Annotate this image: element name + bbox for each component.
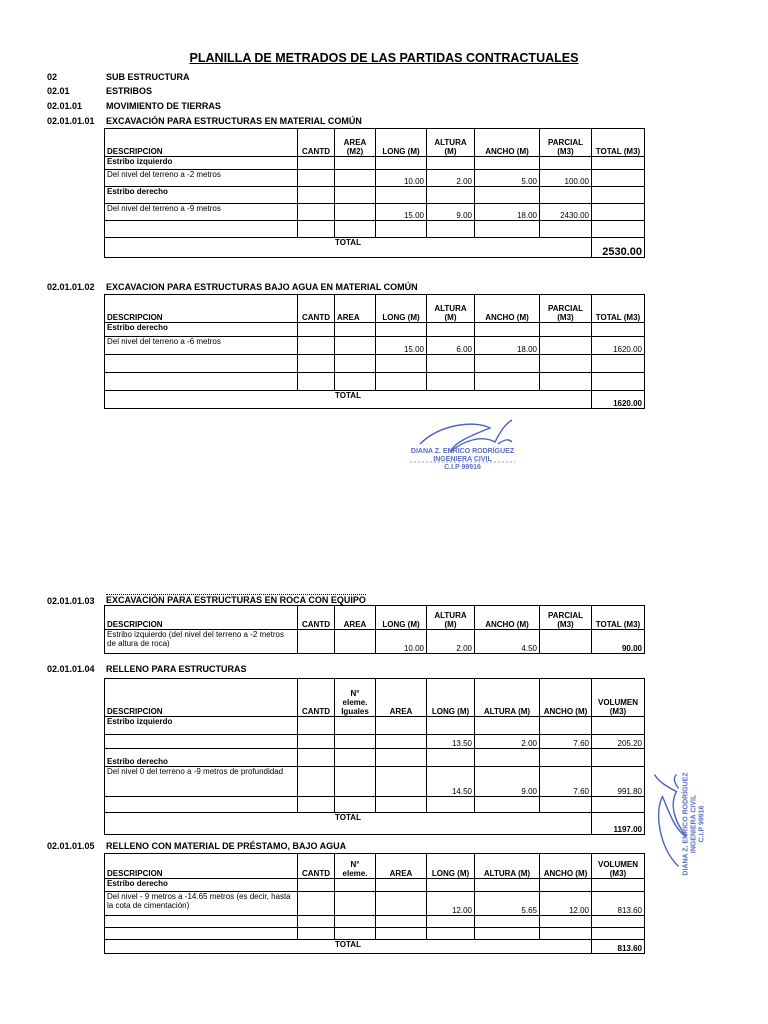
cell-long: 12.00 (427, 892, 475, 916)
signature-stamp-rotated (646, 762, 726, 887)
header-altura: ALTURA (M) (427, 295, 475, 323)
header-ancho: ANCHO (M) (540, 854, 592, 879)
section-label: EXCAVACIÓN PARA ESTRUCTURAS EN MATERIAL COMÚN (106, 116, 362, 126)
group-label: Estribo derecho (105, 749, 298, 767)
total-label: TOTAL (105, 813, 592, 835)
section-label: RELLENO PARA ESTRUCTURAS (106, 664, 247, 674)
total-value: 2530.00 (592, 238, 645, 258)
section-code: 02.01.01.05 (47, 841, 95, 851)
cell-volumen: 991.80 (592, 767, 645, 797)
group-label: Estribo derecho (105, 187, 298, 204)
cell-ancho: 7.60 (540, 735, 592, 749)
stamp-role: INGENIERA CIVIL (690, 794, 698, 854)
section-code: 02.01 (47, 86, 70, 96)
header-long: LONG (M) (376, 129, 427, 157)
section-label: MOVIMIENTO DE TIERRAS (106, 101, 221, 111)
row-desc: Del nivel 0 del terreno a -9 metros de profundidad (105, 767, 298, 797)
row-desc: Del nivel - 9 metros a -14.65 metros (es decir, hasta la cota de cimentación) (105, 892, 298, 916)
row-desc: Del nivel del terreno a -6 metros (105, 337, 298, 355)
header-ancho: ANCHO (M) (475, 606, 540, 630)
row-desc: Del nivel del terreno a -9 metros (105, 204, 298, 221)
header-area: AREA (335, 606, 376, 630)
header-total: TOTAL (M3) (592, 606, 645, 630)
section-code: 02.01.01.03 (47, 596, 95, 606)
header-volumen: VOLUMEN (M3) (592, 679, 645, 717)
cell-long: 10.00 (376, 170, 427, 187)
cell-ancho: 7.60 (540, 767, 592, 797)
header-altura: ALTURA (M) (475, 679, 540, 717)
header-total: TOTAL (M3) (592, 129, 645, 157)
stamp-name: DIANA Z. ENRICO RODRÍGUEZ (410, 448, 515, 455)
cell-parcial: 100.00 (540, 170, 592, 187)
header-long: LONG (M) (376, 606, 427, 630)
table-excavacion-comun (104, 128, 645, 258)
cell-parcial: 2430.00 (540, 204, 592, 221)
header-long: LONG (M) (427, 854, 475, 879)
cell-ancho: 18.00 (475, 204, 540, 221)
section-label: SUB ESTRUCTURA (106, 72, 190, 82)
group-label: Estribo derecho (105, 879, 298, 892)
header-descripcion: DESCRIPCION (105, 295, 298, 323)
group-label: Estribo derecho (105, 323, 298, 337)
header-long: LONG (M) (427, 679, 475, 717)
total-value: 813.60 (592, 940, 645, 954)
header-descripcion: DESCRIPCION (105, 679, 298, 717)
section-code: 02.01.01.01 (47, 116, 95, 126)
header-long: LONG (M) (376, 295, 427, 323)
total-label: TOTAL (105, 238, 592, 258)
section-label: ESTRIBOS (106, 86, 153, 96)
stamp-cip: C.I.P 99916 (444, 464, 481, 471)
cell-altura: 2.00 (475, 735, 540, 749)
signature-stamp (400, 412, 525, 482)
cell-volumen: 813.60 (592, 892, 645, 916)
cell-volumen: 205.20 (592, 735, 645, 749)
header-total: TOTAL (M3) (592, 295, 645, 323)
table-excavacion-bajo-agua (104, 294, 645, 409)
cell-long: 15.00 (376, 204, 427, 221)
cell-long: 15.00 (376, 337, 427, 355)
cell-altura: 9.00 (427, 204, 475, 221)
cell-altura: 6.00 (427, 337, 475, 355)
cell-total: 1620.00 (592, 337, 645, 355)
header-area: AREA (M2) (335, 129, 376, 157)
header-cantd: CANTD (298, 606, 335, 630)
cell-altura: 2.00 (427, 630, 475, 654)
cell-total: 90.00 (592, 630, 645, 654)
header-elementos: N° eleme. Iguales (335, 679, 376, 717)
row-desc: Del nivel del terreno a -2 metros (105, 170, 298, 187)
header-descripcion: DESCRIPCION (105, 854, 298, 879)
header-area: AREA (376, 679, 427, 717)
header-cantd: CANTD (298, 679, 335, 717)
cell-ancho: 12.00 (540, 892, 592, 916)
cell-ancho: 4.50 (475, 630, 540, 654)
total-value: 1620.00 (592, 391, 645, 409)
table-relleno (104, 678, 645, 835)
cell-altura: 9.00 (475, 767, 540, 797)
cell-altura: 2.00 (427, 170, 475, 187)
header-descripcion: DESCRIPCION (105, 606, 298, 630)
header-altura: ALTURA (M) (475, 854, 540, 879)
section-code: 02.01.01 (47, 101, 83, 111)
stamp-role: INGENIERA CIVIL (433, 456, 492, 463)
header-cantd: CANTD (298, 129, 335, 157)
group-label: Estribo izquierdo (105, 717, 298, 735)
header-ancho: ANCHO (M) (475, 295, 540, 323)
header-altura: ALTURA (M) (427, 129, 475, 157)
header-altura: ALTURA (M) (427, 606, 475, 630)
stamp-name: DIANA Z. ENRICO RODRÍGUEZ (682, 772, 690, 876)
header-area: AREA (335, 295, 376, 323)
header-parcial: PARCIAL (M3) (540, 606, 592, 630)
stamp-cip: C.I.P 99916 (698, 805, 706, 843)
section-label: EXCAVACIÓN PARA ESTRUCTURAS EN ROCA CON EQUIPO (106, 595, 366, 605)
cell-ancho: 5.00 (475, 170, 540, 187)
group-label: Estribo izquierdo (105, 157, 298, 170)
header-volumen: VOLUMEN (M3) (592, 854, 645, 879)
header-cantd: CANTD (298, 854, 335, 879)
header-descripcion: DESCRIPCION (105, 129, 298, 157)
cell-long: 13.50 (427, 735, 475, 749)
section-code: 02.01.01.02 (47, 282, 95, 292)
header-ancho: ANCHO (M) (540, 679, 592, 717)
total-label: TOTAL (105, 940, 592, 954)
table-excavacion-roca (104, 605, 645, 654)
cell-long: 14.50 (427, 767, 475, 797)
cell-ancho: 18.00 (475, 337, 540, 355)
header-parcial: PARCIAL (M3) (540, 129, 592, 157)
section-label: EXCAVACION PARA ESTRUCTURAS BAJO AGUA EN MATERIAL COMÚN (106, 282, 418, 292)
table-relleno-prestamo (104, 853, 645, 954)
header-area: AREA (376, 854, 427, 879)
section-code: 02 (47, 72, 58, 82)
section-code: 02.01.01.04 (47, 664, 95, 674)
total-value: 1197.00 (592, 813, 645, 835)
total-label: TOTAL (105, 391, 592, 409)
header-ancho: ANCHO (M) (475, 129, 540, 157)
header-elementos: N° eleme. (335, 854, 376, 879)
header-cantd: CANTD (298, 295, 335, 323)
page-title: PLANILLA DE METRADOS DE LAS PARTIDAS CONTRACTUALES (189, 51, 579, 65)
header-parcial: PARCIAL (M3) (540, 295, 592, 323)
cell-altura: 5.65 (475, 892, 540, 916)
cell-long: 10.00 (376, 630, 427, 654)
section-label: RELLENO CON MATERIAL DE PRÉSTAMO, BAJO AGUA (106, 841, 347, 851)
row-desc: Estribo izquierdo (del nivel del terreno a -2 metros de altura de roca) (105, 630, 298, 654)
